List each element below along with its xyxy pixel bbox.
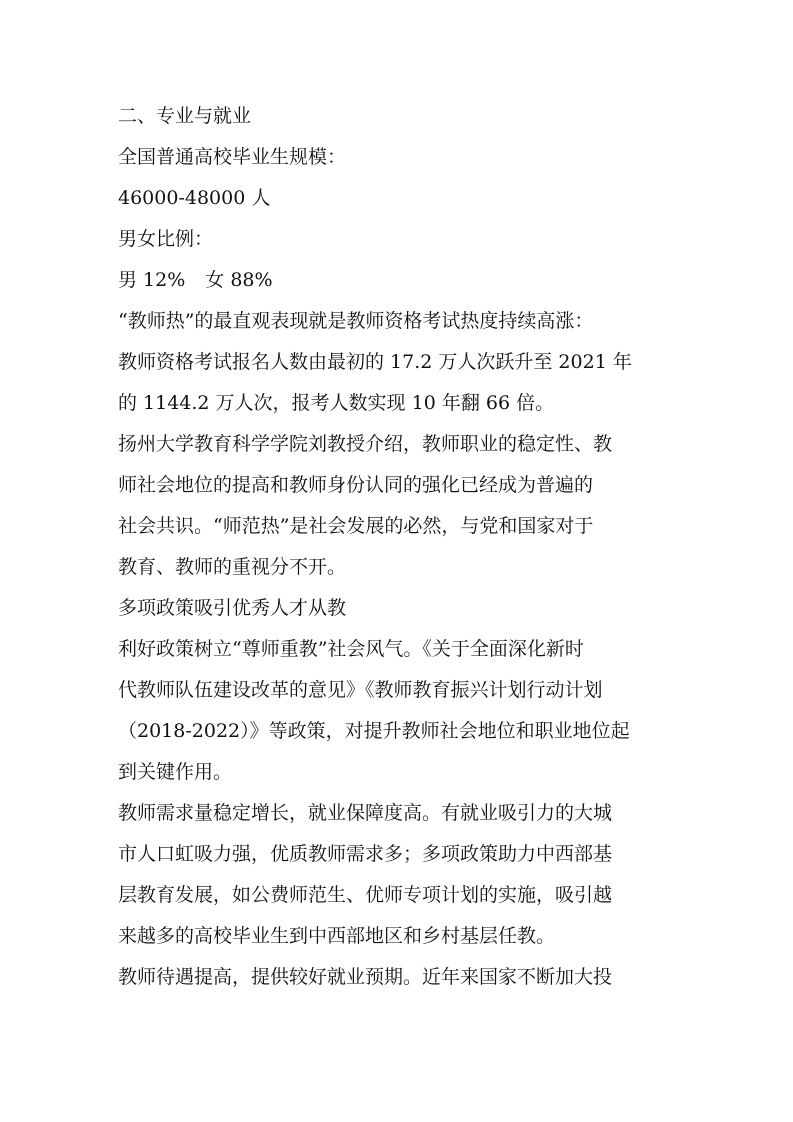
text-line: 层教育发展，如公费师范生、优师专项计划的实施，吸引越 bbox=[118, 884, 613, 906]
text-line: 到关键作用。 bbox=[118, 761, 233, 783]
gender-ratio-label: 男女比例： bbox=[118, 228, 214, 250]
text-line: 社会共识。“师范热”是社会发展的必然，与党和国家对于 bbox=[118, 515, 594, 537]
graduate-scale-value: 46000-48000 人 bbox=[118, 187, 271, 209]
paragraph bbox=[118, 793, 678, 957]
gender-ratio-values bbox=[118, 260, 678, 301]
graduate-scale-label: 全国普通高校毕业生规模： bbox=[118, 146, 347, 168]
document-page bbox=[118, 96, 678, 998]
subheading bbox=[118, 588, 678, 629]
female-ratio: 女 88% bbox=[205, 269, 273, 291]
text-line: 多项政策吸引优秀人才从教 bbox=[118, 597, 347, 619]
text-line: 来越多的高校毕业生到中西部地区和乡村基层任教。 bbox=[118, 925, 556, 947]
text-line: 利好政策树立“尊师重教”社会风气。《关于全面深化新时 bbox=[118, 638, 584, 660]
text-line: （2018-2022）》等政策，对提升教师社会地位和职业地位起 bbox=[118, 720, 630, 742]
text-line: 教师待遇提高，提供较好就业预期。近年来国家不断加大投 bbox=[118, 966, 613, 988]
text-line: 教师资格考试报名人数由最初的 17.2 万人次跃升至 2021 年 bbox=[118, 351, 632, 373]
text-line: 的 1144.2 万人次，报考人数实现 10 年翻 66 倍。 bbox=[118, 392, 555, 414]
text-line: 教育、教师的重视分不开。 bbox=[118, 556, 347, 578]
text-line: “教师热”的最直观表现就是教师资格考试热度持续高涨： bbox=[118, 310, 594, 332]
male-ratio: 男 12% bbox=[118, 269, 186, 291]
text-line: 市人口虹吸力强，优质教师需求多；多项政策助力中西部基 bbox=[118, 843, 613, 865]
section-heading: 二、专业与就业 bbox=[118, 105, 252, 127]
text-line: 师社会地位的提高和教师身份认同的强化已经成为普遍的 bbox=[118, 474, 594, 496]
paragraph bbox=[118, 957, 678, 998]
text-line: 代教师队伍建设改革的意见》《教师教育振兴计划行动计划 bbox=[118, 679, 603, 701]
text-line: 扬州大学教育科学学院刘教授介绍，教师职业的稳定性、教 bbox=[118, 433, 613, 455]
paragraph bbox=[118, 301, 678, 424]
paragraph bbox=[118, 629, 678, 793]
paragraph bbox=[118, 424, 678, 588]
text-line: 教师需求量稳定增长，就业保障度高。有就业吸引力的大城 bbox=[118, 802, 613, 824]
